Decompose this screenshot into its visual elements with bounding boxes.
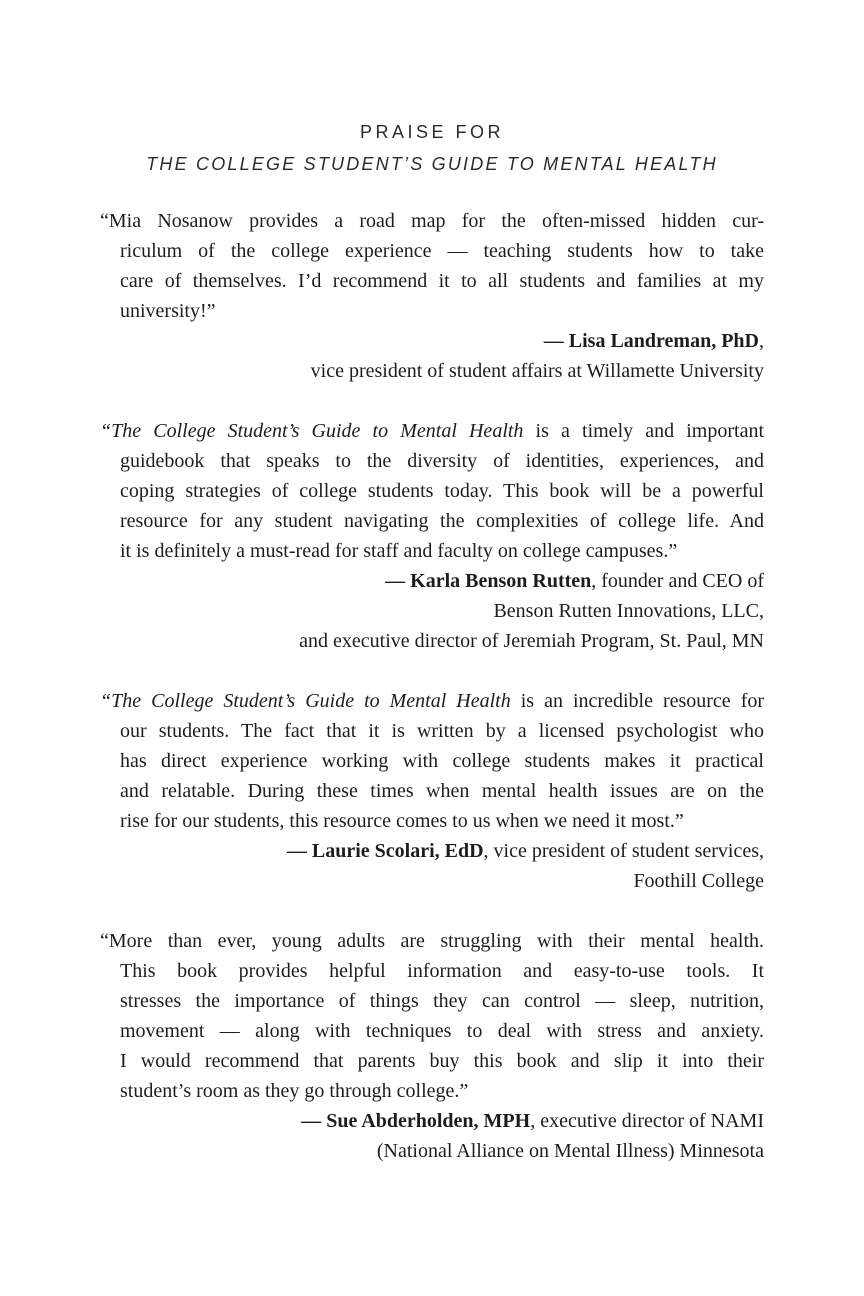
text-segment: has direct experience working with college students makes it practical [120, 750, 764, 772]
text-segment: , executive director of NAMI [530, 1110, 764, 1132]
attribution-line [100, 626, 764, 656]
attribution-line [100, 356, 764, 386]
praise-header [0, 120, 864, 176]
text-segment: care of themselves. I’d recommend it to all students and families at my [120, 270, 764, 292]
quote-line [120, 716, 764, 746]
text-segment: guidebook that speaks to the diversity of identities, experiences, and [120, 450, 764, 472]
quote-line [120, 746, 764, 776]
text-segment: Foothill College [633, 870, 764, 892]
text-segment: I would recommend that parents buy this book and slip it into their [120, 1050, 764, 1072]
blurb-attribution [100, 1106, 764, 1166]
blurb-quote [100, 926, 764, 1106]
quote-line [120, 1076, 764, 1106]
text-segment: rise for our students, this resource comes to us when we need it most.” [120, 810, 684, 832]
praise-for-heading: PRAISE FOR [359, 122, 505, 142]
quote-line [120, 806, 764, 836]
blurb-attribution [100, 836, 764, 896]
attribution-name: — Karla Benson Rutten [385, 570, 592, 592]
text-segment: student’s room as they go through college.” [120, 1080, 469, 1102]
text-segment: This book provides helpful information and easy-to-use tools. It [120, 960, 764, 982]
text-segment: is an incredible resource for [510, 690, 765, 712]
quote-line [100, 686, 765, 716]
quote-line [120, 1016, 764, 1046]
attribution-line [100, 866, 764, 896]
quote-line [120, 776, 764, 806]
attribution-line [100, 326, 764, 356]
text-segment: and relatable. During these times when mental health issues are on the [120, 780, 764, 802]
attribution-name: — Sue Abderholden, MPH [301, 1110, 531, 1132]
text-segment: resource for any student navigating the complexities of college life. And [120, 510, 764, 532]
quote-line [120, 536, 764, 566]
text-segment: , [759, 330, 764, 352]
attribution-line [100, 566, 764, 596]
blurb-quote [100, 416, 764, 566]
quote-line [120, 236, 764, 266]
book-title-italic: “The College Student’s Guide to Mental Health [100, 420, 524, 442]
blurb [100, 206, 764, 386]
text-segment: , founder and CEO of [591, 570, 764, 592]
blurb-list [100, 206, 764, 1166]
text-segment: university!” [120, 300, 216, 322]
quote-line [120, 986, 764, 1016]
text-segment: riculum of the college experience — teaching students how to take [120, 240, 764, 262]
attribution-name: — Lisa Landreman, PhD [543, 330, 759, 352]
attribution-line [100, 836, 764, 866]
text-segment: , vice president of student services, [483, 840, 764, 862]
attribution-line [100, 1136, 764, 1166]
quote-line [120, 446, 764, 476]
text-segment: coping strategies of college students today. This book will be a powerful [120, 480, 764, 502]
text-segment: vice president of student affairs at Willamette University [310, 360, 764, 382]
book-title-italic: “The College Student’s Guide to Mental Health [100, 690, 511, 712]
book-title-heading: THE COLLEGE STUDENT’S GUIDE TO MENTAL HEALTH [146, 154, 718, 174]
blurb-quote [100, 206, 764, 326]
text-segment: (National Alliance on Mental Illness) Minnesota [376, 1140, 764, 1162]
quote-line [100, 416, 765, 446]
text-segment: is a timely and important [523, 420, 765, 442]
text-segment: our students. The fact that it is written by a licensed psychologist who [120, 720, 764, 742]
quote-line [120, 266, 764, 296]
attribution-line [100, 1106, 764, 1136]
blurb-quote [100, 686, 764, 836]
text-segment: stresses the importance of things they can control — sleep, nutrition, [120, 990, 764, 1012]
text-segment: “Mia Nosanow provides a road map for the often-missed hidden cur- [100, 210, 764, 232]
quote-line [120, 476, 764, 506]
attribution-name: — Laurie Scolari, EdD [286, 840, 484, 862]
quote-line [120, 506, 764, 536]
text-segment: Benson Rutten Innovations, LLC, [493, 600, 764, 622]
blurb-attribution [100, 326, 764, 386]
quote-line [120, 956, 764, 986]
text-segment: movement — along with techniques to deal with stress and anxiety. [120, 1020, 764, 1042]
blurb [100, 926, 764, 1166]
blurb [100, 416, 764, 656]
attribution-line [100, 596, 764, 626]
quote-line [100, 206, 764, 236]
blurb-attribution [100, 566, 764, 656]
quote-line [120, 1046, 764, 1076]
blurb [100, 686, 764, 896]
text-segment: and executive director of Jeremiah Program, St. Paul, MN [299, 630, 764, 652]
quote-line [100, 926, 764, 956]
text-segment: it is definitely a must-read for staff and faculty on college campuses.” [120, 540, 678, 562]
text-segment: “More than ever, young adults are struggling with their mental health. [100, 930, 764, 952]
quote-line [120, 296, 764, 326]
